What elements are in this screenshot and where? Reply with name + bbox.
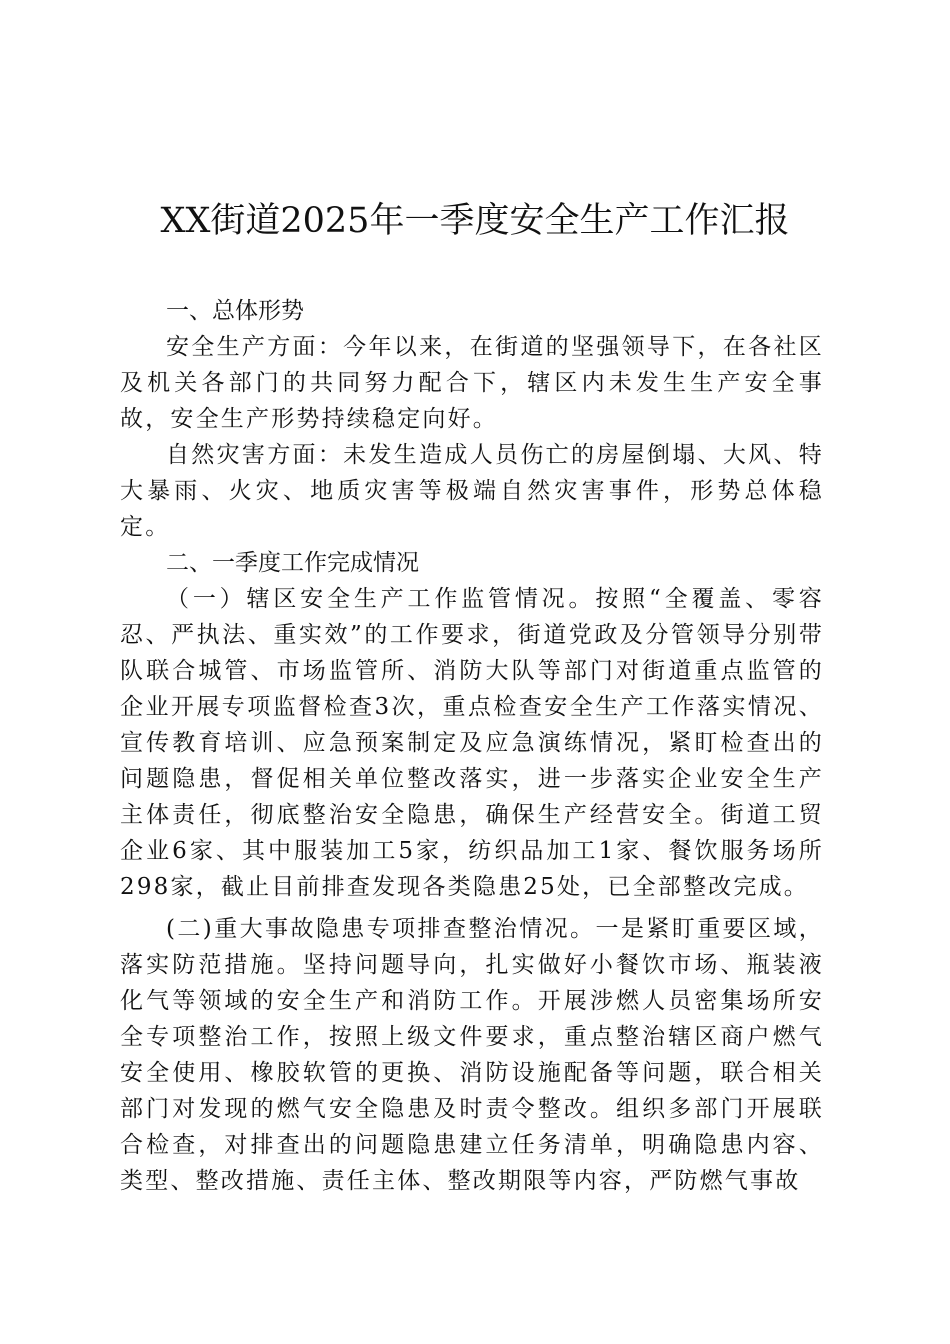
paragraph-supervision: （一）辖区安全生产工作监管情况。按照“全覆盖、零容忍、严执法、重实效”的工作要求，街道党政及分管领导分别带队联合城管、市场监管所、消防大队等部门对街道重点监管的企业开展专项监督检查3次，重点检查安全生产工作落实情况、宣传教育培训、应急预案制定及应急演练情况，紧盯检查出的问题隐患，督促相关单位整改落实，进一步落实企业安全生产主体责任，彻底整治安全隐患，确保生产经营安全。街道工贸企业6家、其中服装加工5家，纺织品加工1家、餐饮服务场所298家，截止目前排查发现各类隐患25处，已全部整改完成。: [120, 586, 824, 900]
document-title: XX街道2025年一季度安全生产工作汇报: [160, 201, 790, 241]
paragraph-safety-production: 安全生产方面：今年以来，在街道的坚强领导下，在各社区及机关各部门的共同努力配合下，辖区内未发生生产安全事故，安全生产形势持续稳定向好。: [120, 334, 824, 432]
section-heading-overall-situation: 一、总体形势: [166, 298, 304, 324]
document-body: [120, 293, 824, 1199]
paragraph-natural-disasters: 自然灾害方面：未发生造成人员伤亡的房屋倒塌、大风、特大暴雨、火灾、地质灾害等极端自然灾害事件，形势总体稳定。: [120, 442, 824, 540]
paragraph-hazard-rectification: (二)重大事故隐患专项排查整治情况。一是紧盯重要区域，落实防范措施。坚持问题导向，扎实做好小餐饮市场、瓶装液化气等领域的安全生产和消防工作。开展涉燃人员密集场所安全专项整治工作，按照上级文件要求，重点整治辖区商户燃气安全使用、橡胶软管的更换、消防设施配备等问题，联合相关部门对发现的燃气安全隐患及时责令整改。组织多部门开展联合检查，对排查出的问题隐患建立任务清单，明确隐患内容、类型、整改措施、责任主体、整改期限等内容，严防燃气事故: [120, 916, 824, 1194]
section-heading-q1-work: 二、一季度工作完成情况: [166, 550, 419, 576]
